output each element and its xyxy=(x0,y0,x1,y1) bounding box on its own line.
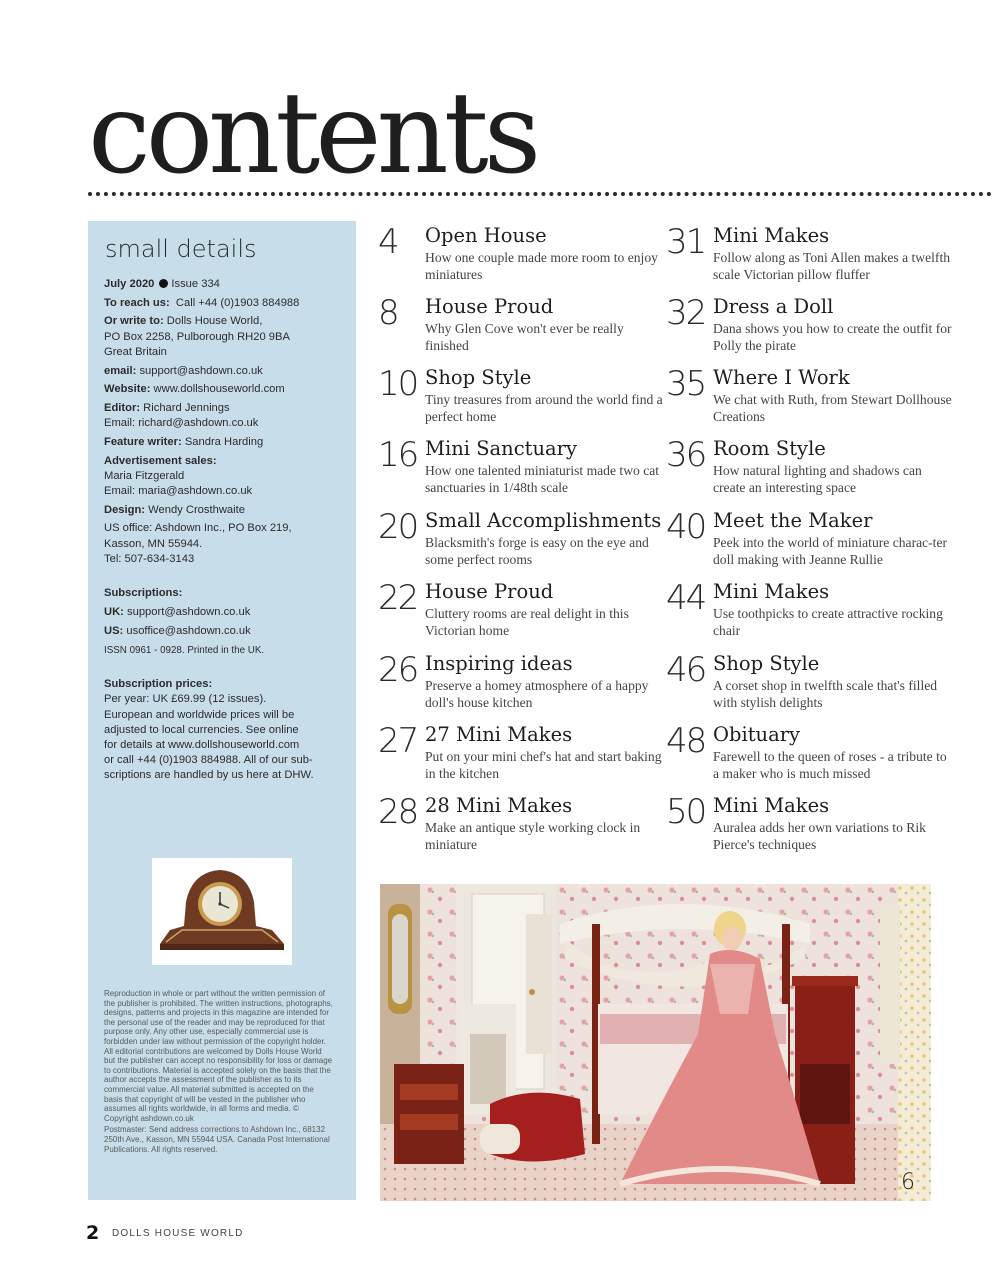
us-office-line: Tel: 507-634-3143 xyxy=(104,552,195,565)
toc-title: Inspiring ideas xyxy=(425,652,573,675)
editor-label: Editor: xyxy=(104,401,141,414)
toc-title: Mini Makes xyxy=(713,224,830,247)
toc-page-number: 31 xyxy=(666,222,706,262)
prices-line: scriptions are handled by us here at DHW. xyxy=(104,769,314,782)
toc-description: Preserve a homey atmosphere of a happy doll's house kitchen xyxy=(425,678,649,710)
issue-info xyxy=(104,277,344,292)
prices-line: for details at www.dollshouseworld.com xyxy=(104,739,300,752)
toc-page-number: 36 xyxy=(666,435,706,475)
toc-page-number: 20 xyxy=(378,507,418,547)
toc-page-number: 32 xyxy=(666,293,706,333)
toc-description: How natural lighting and shadows can create an interesting space xyxy=(713,463,922,495)
toc-page-number: 48 xyxy=(666,721,706,761)
design-info xyxy=(104,503,344,518)
design-label: Design: xyxy=(104,503,146,516)
dotted-divider xyxy=(88,192,992,196)
legal-notice xyxy=(104,989,334,1154)
toc-page-number: 50 xyxy=(666,792,706,832)
design-name: Wendy Crosthwaite xyxy=(148,503,245,516)
toc-page-number: 27 xyxy=(378,721,418,761)
editor-name: Richard Jennings xyxy=(143,401,230,414)
toc-title: House Proud xyxy=(425,580,554,603)
copyright-text: Reproduction in whole or part without the written permission of the publisher is prohibited. The written instructions, photographs, designs, patterns and projects in this magazine are intended for the personal use of the reader and may be reproduced for that purpose only. Any other use, especially commercial use is forbidden under law without permission of the copyright holder. All editorial contributions are welcomed by Dolls House World but the publisher can accept no responsibility for loss or damage to contributions. Material is accepted solely on the basis that the author accepts the assessment of the publisher as to its commercial value. All material submitted is accepted on the basis that copyright of will be vested in the publisher who assumes all rights worldwide, in all forms and media. © Copyright ashdown.co.uk xyxy=(104,989,333,1123)
toc-description: Tiny treasures from around the world find a perfect home xyxy=(425,392,663,424)
toc-page-number: 22 xyxy=(378,578,418,618)
website-label: Website: xyxy=(104,383,151,396)
subscriptions-heading xyxy=(104,586,344,601)
toc-title: 28 Mini Makes xyxy=(425,794,573,817)
ads-label: Advertisement sales: xyxy=(104,454,217,467)
toc-description: How one talented miniaturist made two cat sanctuaries in 1/48th scale xyxy=(425,463,660,495)
toc-description: Farewell to the queen of roses - a tribute to a maker who is much missed xyxy=(713,749,947,781)
toc-title: Room Style xyxy=(713,437,826,460)
subs-uk-label: UK: xyxy=(104,606,124,619)
toc-title: Mini Sanctuary xyxy=(425,437,578,460)
toc-page-number: 10 xyxy=(378,364,418,404)
mantel-clock-image xyxy=(152,858,292,965)
ads-name: Maria Fitzgerald xyxy=(104,469,185,482)
advertising-info xyxy=(104,454,344,500)
feature-writer-info xyxy=(104,435,344,450)
toc-title: Obituary xyxy=(713,723,801,746)
toc-page-number: 8 xyxy=(378,293,398,333)
toc-title: Where I Work xyxy=(713,366,850,389)
toc-description: Put on your mini chef's hat and start baking in the kitchen xyxy=(425,749,662,781)
toc-title: Meet the Maker xyxy=(713,509,873,532)
toc-description: Make an antique style working clock in miniature xyxy=(425,820,641,852)
bullet-icon xyxy=(159,279,168,288)
toc-description: Peek into the world of miniature charac-ter doll making with Jeanne Rullie xyxy=(713,535,948,567)
feature-label: Feature writer: xyxy=(104,435,182,448)
subscription-prices xyxy=(104,677,344,783)
sidebar-details xyxy=(104,277,344,787)
write-line: Dolls House World, xyxy=(166,315,263,328)
prices-line: Per year: UK £69.99 (12 issues). xyxy=(104,693,267,706)
prices-line: European and worldwide prices will be xyxy=(104,708,295,721)
contact-website xyxy=(104,382,344,397)
contact-phone xyxy=(104,296,344,311)
subs-us xyxy=(104,624,344,639)
toc-title: Shop Style xyxy=(713,652,820,675)
toc-title: Open House xyxy=(425,224,547,247)
issue-date: July 2020 xyxy=(104,278,155,290)
magazine-name: DOLLS HOUSE WORLD xyxy=(112,1228,244,1239)
toc-description: Follow along as Toni Allen makes a twelfth scale Victorian pillow fluffer xyxy=(713,250,951,282)
us-office-line: US office: Ashdown Inc., PO Box 219, xyxy=(104,522,292,535)
toc-page-number: 26 xyxy=(378,650,418,690)
toc-title: Mini Makes xyxy=(713,794,830,817)
us-office-info xyxy=(104,521,344,567)
toc-page-number: 46 xyxy=(666,650,706,690)
issn-line: ISSN 0961 - 0928. Printed in the UK. xyxy=(104,644,265,656)
toc-page-number: 28 xyxy=(378,792,418,832)
subs-label: Subscriptions: xyxy=(104,587,183,600)
write-line: PO Box 2258, Pulborough RH20 9BA xyxy=(104,330,290,343)
toc-page-number: 35 xyxy=(666,364,706,404)
toc-page-number: 4 xyxy=(378,222,398,262)
page-number: 2 xyxy=(86,1222,100,1244)
bedroom-scene-photo[interactable] xyxy=(380,884,931,1201)
contact-email xyxy=(104,364,344,379)
us-office-line: Kasson, MN 55944. xyxy=(104,537,203,550)
prices-label: Subscription prices: xyxy=(104,678,213,691)
toc-page-number: 40 xyxy=(666,507,706,547)
editor-info xyxy=(104,401,344,431)
small-details-sidebar xyxy=(88,221,356,1200)
toc-description: A corset shop in twelfth scale that's filled with stylish delights xyxy=(713,678,938,710)
toc-title: Dress a Doll xyxy=(713,295,834,318)
toc-description: We chat with Ruth, from Stewart Dollhouse Creations xyxy=(713,392,952,424)
toc-title: 27 Mini Makes xyxy=(425,723,573,746)
subs-uk xyxy=(104,605,344,620)
toc-title: Mini Makes xyxy=(713,580,830,603)
subs-uk-email[interactable]: support@ashdown.co.uk xyxy=(127,606,251,619)
subs-us-email[interactable]: usoffice@ashdown.co.uk xyxy=(126,624,251,637)
toc-description: Use toothpicks to create attractive rocking chair xyxy=(713,606,943,638)
write-line: Great Britain xyxy=(104,345,167,358)
toc-description: Why Glen Cove won't ever be really finished xyxy=(425,321,624,353)
toc-description: Cluttery rooms are real delight in this Victorian home xyxy=(425,606,629,638)
toc-description: How one couple made more room to enjoy miniatures xyxy=(425,250,658,282)
toc-title: Small Accomplishments xyxy=(425,509,662,532)
sidebar-title: small details xyxy=(105,235,257,263)
editor-email: Email: richard@ashdown.co.uk xyxy=(104,417,259,430)
toc-description: Auralea adds her own variations to Rik Pierce's techniques xyxy=(713,820,926,852)
write-label: Or write to: xyxy=(104,315,164,328)
toc-description: Blacksmith's forge is easy on the eye and some perfect rooms xyxy=(425,535,649,567)
toc-page-number: 44 xyxy=(666,578,706,618)
website-link[interactable]: www.dollshouseworld.com xyxy=(153,383,285,396)
photo-page-reference: 6 xyxy=(901,1170,915,1195)
reach-label: To reach us: xyxy=(104,296,170,309)
postmaster-text: Postmaster: Send address corrections to Ashdown Inc., 68132 250th Ave., Kasson, MN 55944 USA. Canada Post International Publications. All rights reserved. xyxy=(104,1125,330,1154)
subs-us-label: US: xyxy=(104,624,124,637)
page-title: contents xyxy=(88,69,537,199)
postal-address xyxy=(104,314,344,360)
prices-line: or call +44 (0)1903 884988. All of our sub- xyxy=(104,754,313,767)
prices-line: adjusted to local currencies. See online xyxy=(104,723,299,736)
toc-title: House Proud xyxy=(425,295,554,318)
toc-page-number: 16 xyxy=(378,435,418,475)
reach-value: Call +44 (0)1903 884988 xyxy=(175,296,300,309)
feature-name: Sandra Harding xyxy=(184,435,264,448)
ads-email: Email: maria@ashdown.co.uk xyxy=(104,484,253,497)
toc-title: Shop Style xyxy=(425,366,532,389)
email-link[interactable]: support@ashdown.co.uk xyxy=(139,364,263,377)
issue-number: Issue 334 xyxy=(171,278,220,290)
email-label: email: xyxy=(104,364,137,377)
toc-description: Dana shows you how to create the outfit for Polly the pirate xyxy=(713,321,952,353)
